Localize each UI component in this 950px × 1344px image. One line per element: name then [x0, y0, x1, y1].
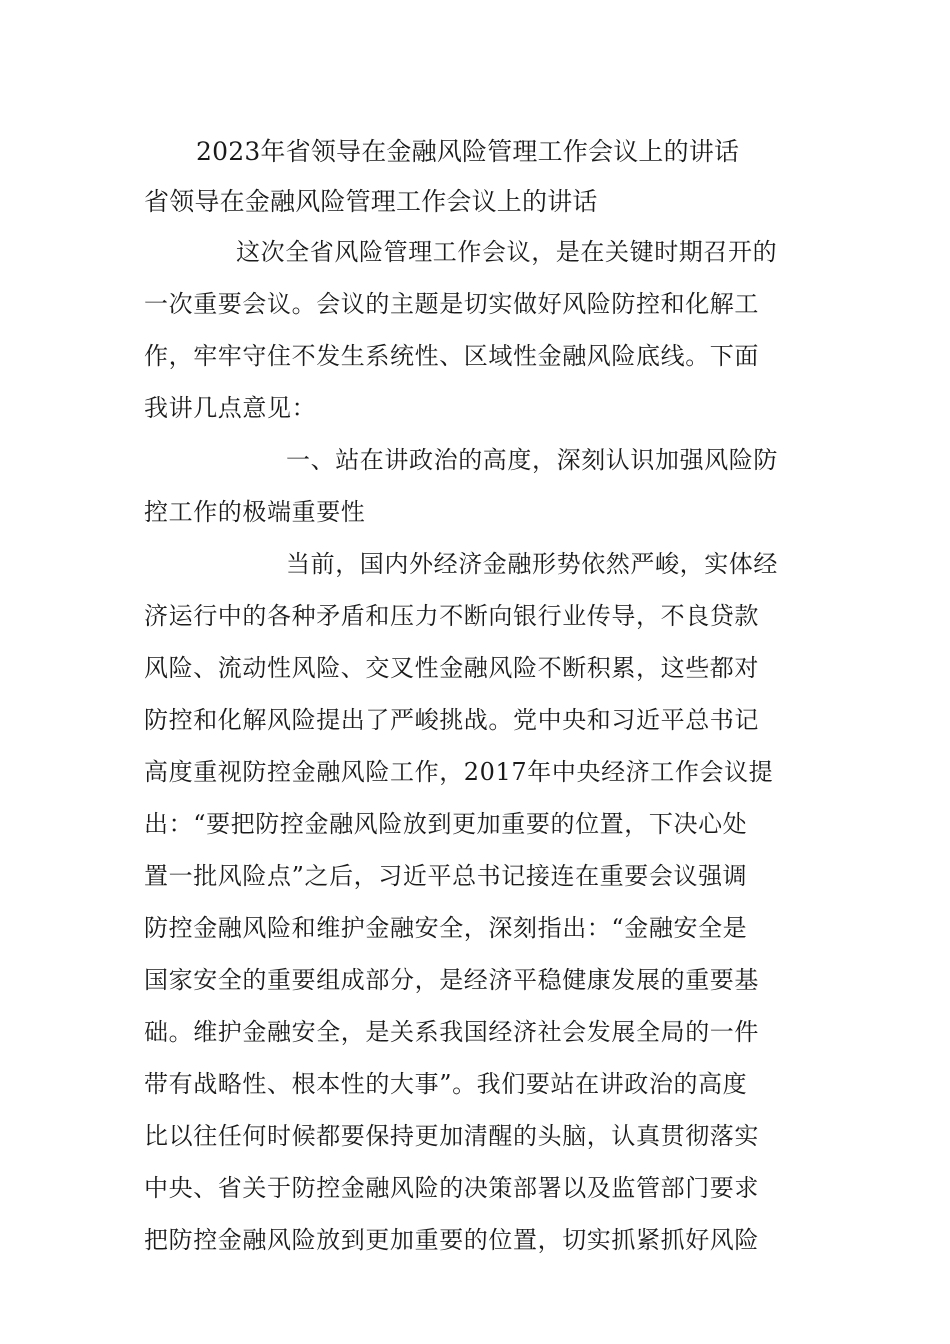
paragraph-line: 中央、省关于防控金融风险的决策部署以及监管部门要求 [144, 1174, 759, 1202]
paragraph-line: 比以往任何时候都要保持更加清醒的头脑，认真贯彻落实 [144, 1122, 759, 1150]
paragraph-line: 一次重要会议。会议的主题是切实做好风险防控和化解工 [144, 290, 759, 318]
paragraph-line: 这次全省风险管理工作会议，是在关键时期召开的 [236, 238, 778, 266]
paragraph-line: 把防控金融风险放到更加重要的位置，切实抓紧抓好风险 [144, 1226, 759, 1254]
paragraph-line: 出：“要把防控金融风险放到更加重要的位置，下决心处 [144, 810, 748, 838]
paragraph-line: 国家安全的重要组成部分，是经济平稳健康发展的重要基 [144, 966, 759, 994]
section-heading-line: 一、站在讲政治的高度，深刻认识加强风险防 [286, 446, 778, 474]
paragraph-line: 济运行中的各种矛盾和压力不断向银行业传导，不良贷款 [144, 602, 759, 630]
paragraph-line: 我讲几点意见： [144, 394, 317, 422]
section-heading-line: 控工作的极端重要性 [144, 498, 366, 526]
paragraph-line: 带有战略性、根本性的大事”。我们要站在讲政治的高度 [144, 1070, 748, 1098]
paragraph-line: 防控和化解风险提出了严峻挑战。党中央和习近平总书记 [144, 706, 759, 734]
paragraph-line: 础。维护金融安全，是关系我国经济社会发展全局的一件 [144, 1018, 759, 1046]
document-title: 2023年省领导在金融风险管理工作会议上的讲话 [196, 137, 740, 166]
paragraph-line: 置一批风险点”之后，习近平总书记接连在重要会议强调 [144, 862, 748, 890]
paragraph-line: 风险、流动性风险、交叉性金融风险不断积累，这些都对 [144, 654, 759, 682]
paragraph-line: 高度重视防控金融风险工作，2017年中央经济工作会议提 [144, 758, 774, 786]
paragraph-line: 防控金融风险和维护金融安全，深刻指出：“金融安全是 [144, 914, 748, 942]
document-subtitle: 省领导在金融风险管理工作会议上的讲话 [144, 187, 598, 216]
paragraph-line: 当前，国内外经济金融形势依然严峻，实体经 [286, 550, 778, 578]
paragraph-line: 作，牢牢守住不发生系统性、区域性金融风险底线。下面 [144, 342, 759, 370]
